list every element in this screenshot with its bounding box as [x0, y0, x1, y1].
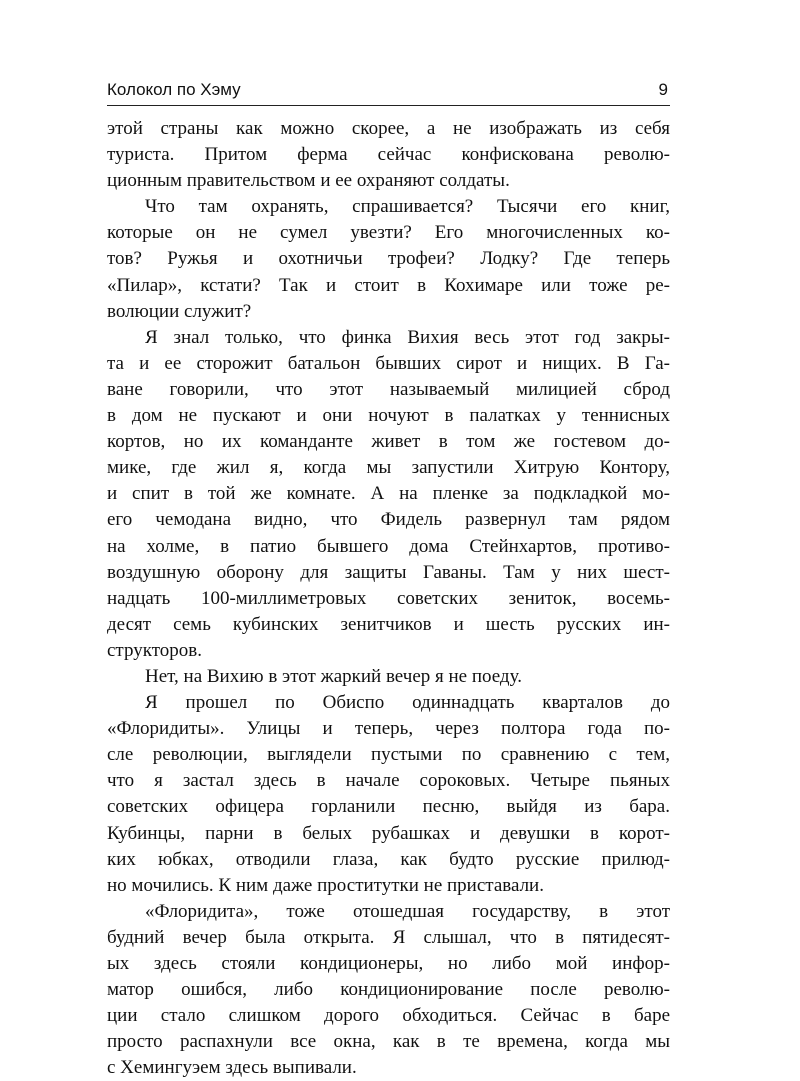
- text-line: Что там охранять, спрашивается? Тысячи его книг,: [145, 196, 670, 218]
- header-rule: [107, 105, 670, 106]
- body-text: [107, 116, 670, 1081]
- text-line: матор ошибся, либо кондиционирование после револю-: [107, 979, 670, 1001]
- text-line: та и ее сторожит батальон бывших сирот и нищих. В Га-: [107, 352, 670, 374]
- text-line: которые он не сумел увезти? Его многочисленных ко-: [107, 222, 670, 244]
- text-line: мике, где жил я, когда мы запустили Хитрую Контору,: [107, 457, 670, 479]
- text-line: кортов, но их команданте живет в том же гостевом до-: [107, 431, 670, 453]
- text-line: «Флоридиты». Улицы и теперь, через полтора года по-: [107, 718, 670, 740]
- text-line: надцать 100-миллиметровых советских зениток, восемь-: [107, 587, 670, 609]
- text-line: этой страны как можно скорее, а не изображать из себя: [107, 118, 670, 139]
- text-line: структоров.: [107, 639, 202, 661]
- text-line: ких юбках, отводили глаза, как будто русские прилюд-: [107, 848, 670, 870]
- paragraph: [107, 116, 670, 194]
- text-line: но мочились. К ним даже проститутки не приставали.: [107, 874, 544, 896]
- text-line: его чемодана видно, что Фидель развернул там рядом: [107, 509, 670, 531]
- text-line: десят семь кубинских зенитчиков и шесть русских ин-: [107, 613, 670, 635]
- book-title: Колокол по Хэму: [107, 80, 241, 99]
- text-line: волюции служит?: [107, 300, 252, 322]
- text-line: туриста. Притом ферма сейчас конфискована револю-: [107, 144, 670, 166]
- text-line: Я прошел по Обиспо одиннадцать кварталов до: [145, 692, 670, 714]
- text-line: ционным правительством и ее охраняют солдаты.: [107, 170, 510, 192]
- text-line: Я знал только, что финка Вихия весь этот год закры-: [145, 326, 670, 348]
- text-line: на холме, в патио бывшего дома Стейнхартов, противо-: [107, 535, 670, 557]
- text-line: Нет, на Вихию в этот жаркий вечер я не поеду.: [145, 665, 522, 687]
- text-line: «Пилар», кстати? Так и стоит в Кохимаре или тоже ре-: [107, 274, 670, 296]
- text-line: «Флоридита», тоже отошедшая государству, в этот: [145, 900, 670, 922]
- paragraph: [107, 899, 670, 1081]
- paragraph: [107, 690, 670, 899]
- text-line: ых здесь стояли кондиционеры, но либо мой инфор-: [107, 953, 670, 974]
- text-line: будний вечер была открыта. Я слышал, что в пятидесят-: [107, 926, 670, 948]
- text-line: с Хемингуэем здесь выпивали.: [107, 1057, 357, 1079]
- text-line: советских офицера горланили песню, выйдя из бара.: [107, 796, 670, 818]
- paragraph: [107, 664, 670, 690]
- text-line: воздушную оборону для защиты Гаваны. Там у них шест-: [107, 561, 670, 583]
- text-line: тов? Ружья и охотничьи трофеи? Лодку? Где теперь: [107, 248, 670, 270]
- text-line: в дом не пускают и они ночуют в палатках у теннисных: [107, 405, 670, 427]
- page-number: 9: [658, 80, 668, 99]
- text-line: и спит в той же комнате. А на пленке за подкладкой мо-: [107, 483, 670, 505]
- text-line: просто распахнули все окна, как в те времена, когда мы: [107, 1031, 670, 1053]
- text-line: сле революции, выглядели пустыми по сравнению с тем,: [107, 744, 670, 766]
- text-line: ции стало слишком дорого обходиться. Сейчас в баре: [107, 1005, 670, 1027]
- paragraph: [107, 325, 670, 664]
- text-line: что я застал здесь в начале сороковых. Четыре пьяных: [107, 770, 670, 792]
- paragraph: [107, 194, 670, 324]
- text-line: Кубинцы, парни в белых рубашках и девушки в корот-: [107, 822, 670, 844]
- running-head: [107, 76, 670, 104]
- text-line: ване говорили, что этот называемый милицией сброд: [107, 378, 670, 400]
